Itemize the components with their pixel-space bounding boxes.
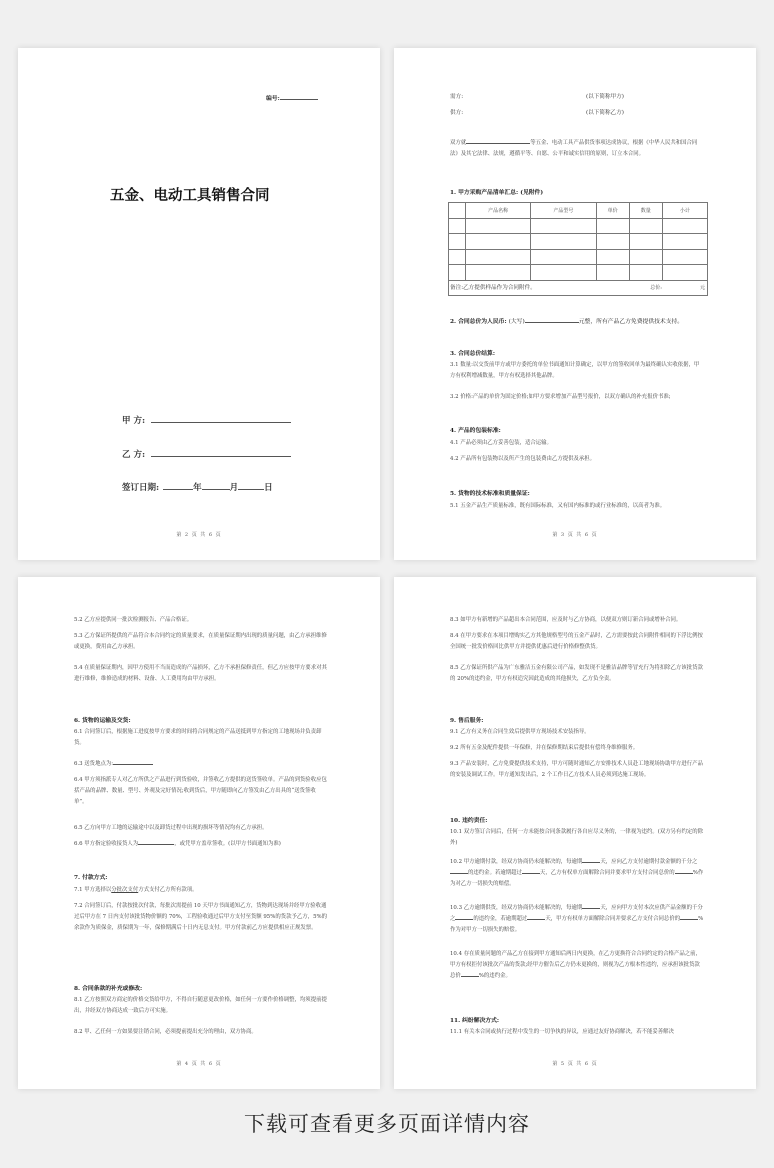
clause-10-2-c: 的违约金。若逾期超过 <box>468 870 522 876</box>
section-2-b: 元整，所有产品乙方免费提供技术支持。 <box>578 319 684 325</box>
page-footer: 第 2 页 共 6 页 <box>176 532 222 538</box>
total-unit: 元 <box>699 285 705 292</box>
year-label: 年 <box>193 483 202 493</box>
intro-b: 等五金、电动工具产品供货事项达成协议，根据《中华人民共和国合同法》及其它法律、法规，遵循平等、自愿、公平和诚实信用的原则，订立本合同。 <box>450 140 698 157</box>
sign-date-line <box>122 481 273 493</box>
seller-line <box>450 109 624 117</box>
clause-9-1: 9.1 乙方有义务在合同生效后提供甲方现场技术安装指导。 <box>450 729 590 735</box>
day-label: 日 <box>264 483 273 493</box>
total-label: 总价: <box>650 285 662 292</box>
seller-label: 供方: <box>450 110 464 116</box>
clause-3-1: 3.1 数量:以交货前甲方或甲方委托的单位书面通知计算确定，以甲方的签收回单为最终确认实收依据，甲方有权利增减数量，甲方有权选择其他品牌。 <box>450 362 700 379</box>
clause-10-2-d: 天，乙方有权单方面解除合同并要求甲方支付合同总价的 <box>539 870 675 876</box>
party-b-label: 乙 方: <box>122 450 146 460</box>
clause-10-2-e: %作为对乙方一切损失的赔偿。 <box>450 870 704 887</box>
clause-10-4-text: 10.4 存在质量问题的产品乙方在接到甲方通知后两日内更换，在乙方更换符合合同约定的合格产品之前，甲方有权拒付该批次产品的货款;经甲方催告后乙方仍未更换的，则视为乙方根本性违约，应承担该批货款总价 <box>450 951 701 979</box>
page-4 <box>18 577 380 1089</box>
clause-6-6 <box>74 839 328 850</box>
page-footer: 第 5 页 共 6 页 <box>552 1061 598 1067</box>
clause-5-2: 5.2 乙方应提供同一批次检测报告、产品合格证。 <box>74 617 193 623</box>
clause-6-6-b: ，或凭甲方盖章签收。(以甲方书面通知为准) <box>174 841 281 847</box>
clause-6-4: 6.4 甲方须指派专人对乙方所供之产品进行到货验收，并签收乙方提供的送货签收单。产品的到货验收应包括产品的品牌、数量、型号、外观及完好情况;收到货后，甲方随即向乙方签发由乙方出具的“送货签收单”。 <box>74 777 327 805</box>
table-header <box>449 203 466 219</box>
party-b-line <box>122 448 291 460</box>
clause-8-5: 8.5 乙方保证所供产品为广东雅洁五金有限公司产品，如发现不是雅洁品牌等冒充行为将扣除乙方该批货款的 20%的违约金，甲方有权追究因此造成的其他损失，乙方负全责。 <box>450 665 703 682</box>
clause-9-2: 9.2 所有五金及配件提供一年保修，并在保修期结束后提供有偿终身维修服务。 <box>450 745 639 751</box>
clause-5-1: 5.1 五金产品生产质量标准，既有国际标准，又有国内标准的或行业标准的，以高者为准。 <box>450 503 666 509</box>
page-5 <box>394 577 756 1089</box>
download-caption: 下载可查看更多页面详情内容 <box>244 1112 530 1136</box>
table-header-row <box>449 203 708 219</box>
clause-8-4: 8.4 在甲方要求在本项目增购实乙方其他规格型号的五金产品时，乙方需要按此合同附件相同的下浮比例按全国统一批发价格回比供甲方并提供优惠后进行价格修整供货。 <box>450 633 703 650</box>
section-10-title: 10. 违约责任: <box>450 818 488 824</box>
clause-10-3-b: 天，应向甲方支付本次应供产品金额的千分之 <box>450 905 703 922</box>
clause-4-2: 4.2 产品所有包装物以及所产生的包装费由乙方提供及承担。 <box>450 456 596 462</box>
clause-10-4-b: %的违约金。 <box>478 973 511 979</box>
party-a-label: 甲 方: <box>122 416 146 426</box>
page-footer: 第 4 页 共 6 页 <box>176 1061 222 1067</box>
table-row <box>449 265 708 281</box>
section-6-title: 6. 货物的运输及交货: <box>74 718 131 724</box>
clause-3-2: 3.2 价格:产品的单价为固定价格;如甲方要求增加产品型号报价，以双方确认的补充报价书准; <box>450 394 671 400</box>
table-header: 单价 <box>596 203 629 219</box>
table-row <box>449 249 708 265</box>
clause-8-1: 8.1 乙方按照双方商定的价格交货给甲方，不得自行随意更改价格，如任何一方要作价格调整，均须提前提出，并经双方协商达成一致后方可实施。 <box>74 997 327 1014</box>
buyer-label: 需方: <box>450 94 464 100</box>
table-header: 数量 <box>629 203 662 219</box>
table-row <box>449 218 708 234</box>
contract-number <box>266 93 318 102</box>
sign-date-label: 签订日期: <box>122 483 160 493</box>
clause-10-2 <box>450 857 704 890</box>
section-4-title: 4. 产品的包装标准: <box>450 428 501 434</box>
number-label: 编号: <box>266 96 280 102</box>
clause-11-1: 11.1 有关本合同或执行过程中发生的一切争执的异议，应通过友好协商解决，若不能妥善解决 <box>450 1029 674 1035</box>
clause-7-1-b: 分批次支付 <box>111 887 139 893</box>
clause-8-3: 8.3 如甲方有新增的产品超出本合同范围，应及时与乙方协商，以便双方则订新合同或增补合同。 <box>450 617 682 623</box>
intro-paragraph <box>450 138 704 160</box>
table-header: 产品型号 <box>531 203 596 219</box>
clause-10-2-b: 天，应向乙方支付逾期付款金额的千分之 <box>600 859 698 865</box>
clause-6-5: 6.5 乙方向甲方工地的运输途中以及卸货过程中出现的损坏等情况均有乙方承担。 <box>74 825 268 831</box>
buyer-note: (以下简称甲方) <box>586 94 624 100</box>
party-a-line <box>122 414 291 426</box>
product-table <box>448 202 708 296</box>
section-2-title: 2. 合同总价为人民币: <box>450 319 507 325</box>
table-header: 产品名称 <box>466 203 531 219</box>
clause-7-1 <box>74 885 328 896</box>
clause-6-6-a: 6.6 甲方指定验收接货人为 <box>74 841 139 847</box>
clause-10-3-e: %作为对甲方一切损失的赔偿。 <box>450 916 704 933</box>
clause-9-3: 9.3 产品安装时，乙方免费提供技术支持，甲方可随时通知乙方安排技术人员赴工地现场协助甲方进行产品的安装及调试工作。甲方通知发出后，2 个工作日乙方技术人员必须到达施工现场。 <box>450 761 703 778</box>
clause-5-4: 5.4 在质量保证期内，因甲方使用不当而造成的产品损坏，乙方不承担保修责任，但乙方应按甲方要求对其进行维修，维修造成的材料、设备、人工费用均由甲方承担。 <box>74 665 327 682</box>
table-row <box>449 234 708 250</box>
clause-10-3 <box>450 903 704 936</box>
month-label: 月 <box>229 483 239 493</box>
section-2-line <box>450 316 683 325</box>
clause-6-3 <box>74 759 328 770</box>
section-2-a: (大写) <box>508 319 525 325</box>
clause-7-1-a: 7.1 甲方选择以 <box>74 887 112 893</box>
clause-6-3-text: 6.3 送货地点为: <box>74 761 114 767</box>
section-9-title: 9. 售后服务: <box>450 718 484 724</box>
clause-10-4 <box>450 949 704 982</box>
section-3-title: 3. 合同总价结算: <box>450 351 495 357</box>
clause-10-3-a: 10.3 乙方逾期供货，经双方协商仍未能解决的，每逾期 <box>450 905 583 911</box>
table-note: 备注:乙方提供样品作为合同附件。 <box>450 285 536 291</box>
contract-title: 五金、电动工具销售合同 <box>110 187 270 204</box>
section-8-title: 8. 合同条款的补充或修改: <box>74 986 143 992</box>
clause-4-1: 4.1 产品必须由乙方妥善包装，适合运输。 <box>450 440 552 446</box>
section-11-title: 11. 纠纷解决方式: <box>450 1018 500 1024</box>
page-2 <box>394 48 756 560</box>
page-footer: 第 3 页 共 6 页 <box>552 532 598 538</box>
clause-5-3: 5.3 乙方保证所提供的产品符合本合同约定的质量要求，在质量保证期内出现的质量问题，由乙方承担维修或更换，费用由乙方承担。 <box>74 633 327 650</box>
clause-8-2: 8.2 甲、乙任何一方如果要注销合同，必须提前提出充分的理由，双方协商。 <box>74 1029 257 1035</box>
clause-10-3-d: 天，甲方有权单方面解除合同并要求乙方支付合同总价的 <box>545 916 681 922</box>
table-header: 小计 <box>662 203 707 219</box>
buyer-line <box>450 93 624 101</box>
seller-note: (以下简称乙方) <box>586 110 624 116</box>
intro-a: 双方就 <box>450 140 467 146</box>
clause-10-3-c: 的违约金，若逾期超过 <box>473 916 528 922</box>
section-7-title: 7. 付款方式: <box>74 875 108 881</box>
clause-7-2: 7.2 合同签订后，付款按批次付款，每批次需提前 10 天甲方书面通知乙方，货物到达现场并经甲方验收通过后甲方在 7 日内支付该批货物价额的 70%，工程验收通过后甲方支付至货额 95%的货款予乙方，5%的余款作为质保金，质保期为一年，保修期满后十日内无息支付。甲方付款前乙方应提供相应正规发票。 <box>74 903 328 931</box>
clause-6-1: 6.1 合同签订后，根据施工进度按甲方要求的时间将合同规定的产品送抵到甲方指定的工地现场并负责卸货。 <box>74 729 322 746</box>
page-cover <box>18 48 380 560</box>
section-1-title: 1. 甲方采购产品清单汇总: (见附件) <box>450 190 544 196</box>
clause-10-2-a: 10.2 甲方逾期付款，经双方协商仍未能解决的，每逾期 <box>450 859 583 865</box>
clause-10-1: 10.1 双方签订合同后，任何一方未能按合同条款履行各自应尽义务的，一律视为违约。(双方另有约定的除外) <box>450 829 704 846</box>
section-5-title: 5. 货物的技术标准和质量保证: <box>450 491 530 497</box>
clause-7-1-c: 方式支付乙方所有款项。 <box>138 887 198 893</box>
